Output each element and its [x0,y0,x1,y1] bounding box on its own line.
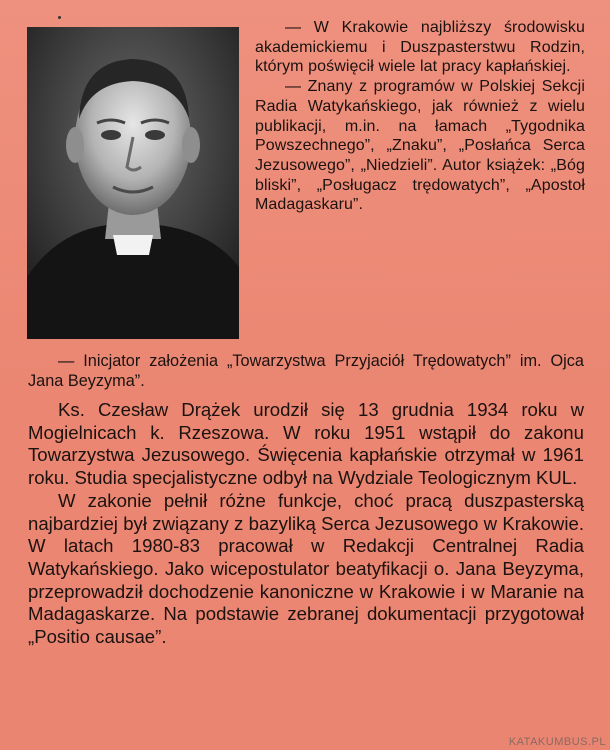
watermark-text: KATAKUMBUS.PL [508,736,606,748]
paragraph-biography-1: Ks. Czesław Drążek urodził się 13 grudnia 1934 roku w Mogielnicach k. Rzeszowa. W roku 1951 wstąpił do zakonu Towarzystwa Jezusowego. Święcenia kapłańskie otrzymał w 1961 roku. Studia specjalistyczne odbył na Wydziale Teologicznym KUL. [28,399,584,489]
top-right-text-column [255,18,585,215]
paragraph-biography-2: W zakonie pełnił różne funkcje, choć pracą duszpasterską najbardziej był związany z bazyliką Serca Jezusowego w Krakowie. W latach 1980-83 pracował w Redakcji Centralnej Radia Watykańskiego. Jako wicepostulator beatyfikacji o. Jana Beyzyma, przeprowadził dochodzenie kanoniczne w Krakowie i w Maranie na Madagaskarze. Na podstawie zebranej dokumentacji przygotował „Positio causae”. [28,489,584,648]
paragraph-krakow: — W Krakowie najbliższy środowisku akademickiemu i Duszpasterstwu Rodzin, którym poświęcił wiele lat pracy kapłańskiej. [255,19,585,76]
print-speck [58,16,61,19]
author-portrait-photo [27,27,239,339]
paragraph-initiator: — Inicjator założenia „Towarzystwa Przyjaciół Trędowatych” im. Ojca Jana Beyzyma”. [28,352,584,390]
portrait-illustration [27,27,239,339]
wide-text-block [28,352,584,391]
biography-text-block [28,399,584,649]
paragraph-radio: — Znany z programów w Polskiej Sekcji Radia Watykańskiego, jak również z wielu publikacji, m.in. na łamach „Tygodnika Powszechnego”, „Znaku”, „Posłańca Serca Jezusowego”, „Niedzieli”. Autor książek: „Bóg bliski”, „Posługacz trędowatych”, „Apostoł Madagaskaru”. [255,78,585,214]
